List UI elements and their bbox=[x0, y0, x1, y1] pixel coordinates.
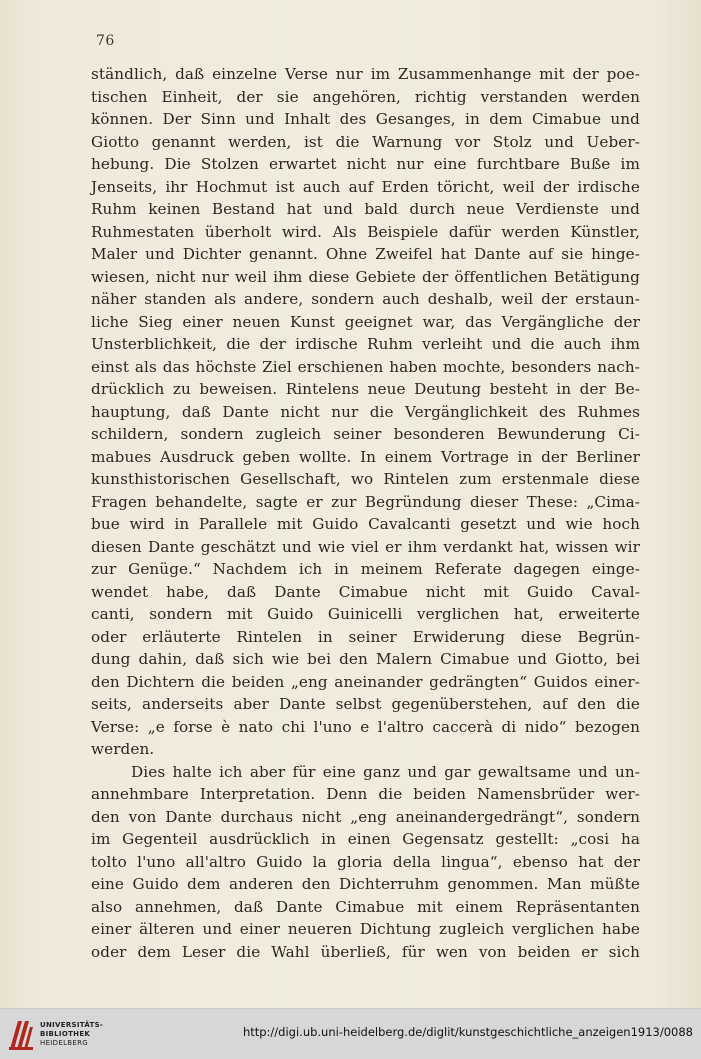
paragraph-1 bbox=[91, 63, 640, 761]
library-name-line: HEIDELBERG bbox=[40, 1039, 88, 1047]
text-line: den von Dante durchaus nicht „eng aneinandergedrängt“, sondern bbox=[91, 807, 640, 826]
text-line: Verse: „e forse è nato chi l'uno e l'altro caccerà di nido“ bezogen bbox=[91, 717, 640, 736]
text-line: den Dichtern die beiden „eng aneinander gedrängten“ Guidos einer- bbox=[91, 672, 640, 691]
text-line: Dies halte ich aber für eine ganz und gar gewaltsame und un- bbox=[131, 762, 640, 781]
text-line: diesen Dante geschätzt und wie viel er ihm verdankt hat, wissen wir bbox=[91, 537, 640, 556]
text-line: im Gegenteil ausdrücklich in einen Gegensatz gestellt: „cosi ha bbox=[91, 830, 640, 848]
library-name bbox=[40, 1021, 103, 1048]
text-line: oder dem Leser die Wahl überließ, für wen von beiden er sich bbox=[91, 942, 640, 961]
body-text bbox=[91, 63, 640, 963]
library-logo-icon bbox=[8, 1017, 34, 1051]
digitization-footer bbox=[0, 1008, 701, 1059]
text-line: dung dahin, daß sich wie bei den Malern Cimabue und Giotto, bei bbox=[91, 650, 640, 668]
text-line: kunsthistorischen Gesellschaft, wo Rintelen zum erstenmale diese bbox=[91, 470, 640, 488]
text-line: bue wird in Parallele mit Guido Cavalcanti gesetzt und wie hoch bbox=[91, 515, 640, 533]
text-line: Ruhmestaten überholt wird. Als Beispiele dafür werden Künstler, bbox=[91, 222, 640, 241]
text-line: annehmbare Interpretation. Denn die beiden Namensbrüder wer- bbox=[91, 785, 640, 803]
text-line: Unsterblichkeit, die der irdische Ruhm verleiht und die auch ihm bbox=[91, 335, 640, 353]
text-line: werden. bbox=[91, 740, 155, 758]
text-line: wendet habe, daß Dante Cimabue nicht mit Guido Caval- bbox=[91, 582, 640, 601]
library-name-line: BIBLIOTHEK bbox=[40, 1030, 91, 1038]
paragraph-2 bbox=[91, 761, 640, 964]
text-line: hebung. Die Stolzen erwartet nicht nur eine furchtbare Buße im bbox=[91, 155, 640, 173]
text-line: ständlich, daß einzelne Verse nur im Zusammenhange mit der poe- bbox=[91, 65, 640, 83]
text-line: tischen Einheit, der sie angehören, richtig verstanden werden bbox=[91, 87, 640, 106]
text-line: Ruhm keinen Bestand hat und bald durch neue Verdienste und bbox=[91, 200, 640, 218]
text-line: schildern, sondern zugleich seiner besonderen Bewunderung Ci- bbox=[91, 425, 640, 443]
text-line: tolto l'uno all'altro Guido la gloria della lingua“, ebenso hat der bbox=[91, 852, 640, 871]
text-line: näher standen als andere, sondern auch deshalb, weil der erstaun- bbox=[91, 290, 640, 308]
text-line: wiesen, nicht nur weil ihm diese Gebiete der öffentlichen Betätigung bbox=[91, 267, 640, 286]
text-line: also annehmen, daß Dante Cimabue mit einem Repräsentanten bbox=[91, 897, 640, 916]
text-line: zur Genüge.“ Nachdem ich in meinem Referate dagegen einge- bbox=[91, 560, 640, 578]
text-line: Jenseits, ihr Hochmut ist auch auf Erden töricht, weil der irdische bbox=[91, 177, 640, 196]
text-line: können. Der Sinn und Inhalt des Gesanges, in dem Cimabue und bbox=[91, 110, 640, 128]
text-line: oder erläuterte Rintelen in seiner Erwiderung diese Begrün- bbox=[91, 627, 640, 646]
text-line: hauptung, daß Dante nicht nur die Vergänglichkeit des Ruhmes bbox=[91, 402, 640, 421]
text-line: eine Guido dem anderen den Dichterruhm genommen. Man müßte bbox=[91, 875, 640, 893]
text-line: seits, anderseits aber Dante selbst gegenüberstehen, auf den die bbox=[91, 695, 640, 713]
library-name-line: UNIVERSITÄTS- bbox=[40, 1021, 104, 1029]
text-line: mabues Ausdruck geben wollte. In einem Vortrage in der Berliner bbox=[91, 447, 640, 466]
permalink-url[interactable]: http://digi.ub.uni-heidelberg.de/diglit/kunstgeschichtliche_anzeigen1913/0088 bbox=[242, 1025, 693, 1039]
text-line: Fragen behandelte, sagte er zur Begründung dieser These: „Cima- bbox=[91, 492, 640, 511]
text-line: liche Sieg einer neuen Kunst geeignet war, das Vergängliche der bbox=[91, 312, 640, 331]
text-line: canti, sondern mit Guido Guinicelli verglichen hat, erweiterte bbox=[91, 605, 640, 623]
text-line: einer älteren und einer neueren Dichtung zugleich verglichen habe bbox=[91, 920, 640, 938]
text-line: Maler und Dichter genannt. Ohne Zweifel hat Dante auf sie hinge- bbox=[91, 245, 640, 263]
page-number: 76 bbox=[96, 33, 115, 49]
text-line: drücklich zu beweisen. Rintelens neue Deutung besteht in der Be- bbox=[91, 380, 640, 398]
text-line: Giotto genannt werden, ist die Warnung vor Stolz und Ueber- bbox=[91, 132, 640, 151]
text-line: einst als das höchste Ziel erschienen haben mochte, besonders nach- bbox=[91, 357, 640, 376]
